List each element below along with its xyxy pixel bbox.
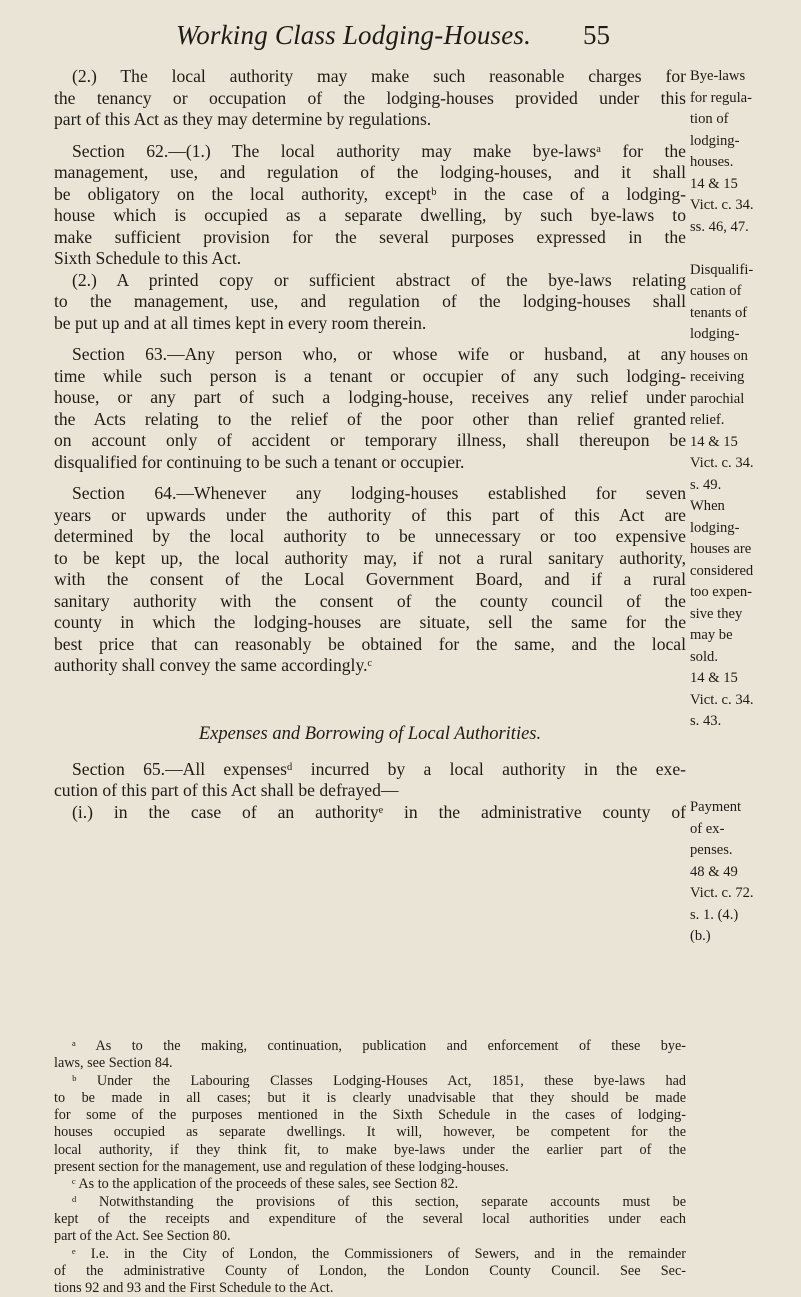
marginal-notes — [690, 66, 798, 948]
text-line: with the consent of the Local Government Board, and if a rural — [54, 569, 686, 589]
page-number: 55 — [583, 20, 610, 50]
marginal-note: Vict. c. 34. — [690, 197, 754, 213]
marginal-note: tenants of — [690, 304, 748, 321]
footnote-line: ᵃ As to the making, continuation, publication and enforcement of these bye- — [72, 1038, 686, 1054]
marginal-note: tion of — [690, 111, 729, 127]
marginal-note: for regula- — [690, 89, 752, 106]
text-line: part of this Act as they may determine by regulations. — [54, 109, 432, 129]
marginal-note: When — [690, 498, 725, 514]
text-line: Section 64.—Whenever any lodging-houses established for seven — [72, 483, 686, 503]
marginal-note: houses. — [690, 154, 734, 170]
text-line: be put up and at all times kept in every room therein. — [54, 312, 427, 333]
marginal-note: too expen- — [690, 584, 753, 600]
marginal-note: Bye-laws — [690, 68, 746, 84]
footnotes — [54, 1038, 686, 1297]
text-line: cution of this part of this Act shall be defrayed— — [54, 780, 399, 800]
text-line: be obligatory on the local authority, exceptᵇ in the case of a lodging- — [54, 183, 686, 204]
text-line: county in which the lodging-houses are situate, sell the same for the — [54, 612, 686, 632]
text-line: best price that can reasonably be obtained for the same, and the local — [54, 633, 686, 654]
text-line: Section 65.—All expensesᵈ incurred by a local authority in the exe- — [72, 758, 686, 779]
marginal-note: Payment — [690, 799, 742, 815]
page-header — [0, 18, 801, 58]
section-heading: Expenses and Borrowing of Local Authorities. — [198, 723, 542, 744]
text-line: sanitary authority with the consent of the county council of the — [54, 590, 686, 611]
marginal-note: considered — [690, 562, 754, 579]
marginal-note: lodging- — [690, 519, 740, 536]
marginal-note: 14 & 15 — [690, 670, 738, 686]
marginal-note: s. 49. — [690, 476, 722, 493]
marginal-note: lodging- — [690, 326, 740, 342]
footnote-line: tions 92 and 93 and the First Schedule to the Act. — [54, 1280, 334, 1297]
marginal-note: Vict. c. 72. — [690, 885, 754, 901]
text-line: the tenancy or occupation of the lodging-houses provided under this — [54, 87, 686, 108]
text-line: (2.) A printed copy or sufficient abstract of the bye-laws relating — [72, 269, 686, 290]
footnote-line: of the administrative County of London, the London County Council. See Sec- — [54, 1262, 686, 1279]
marginal-note — [690, 776, 798, 798]
text-line: to be kept up, the local authority may, if not a rural sanitary authority, — [54, 547, 686, 568]
marginal-note: may be — [690, 627, 733, 643]
text-line: on account only of accident or temporary illness, shall thereupon be — [54, 430, 686, 450]
marginal-note: relief. — [690, 412, 725, 428]
running-title: Working Class Lodging-Houses. — [176, 20, 532, 50]
marginal-note: houses on — [690, 347, 748, 364]
marginal-note: ss. 46, 47. — [690, 218, 749, 235]
text-line: the Acts relating to the relief of the poor other than relief granted — [54, 408, 686, 429]
footnote-line: ᶜ As to the application of the proceeds of these sales, see Section 82. — [72, 1176, 459, 1193]
marginal-note: sive they — [690, 605, 743, 622]
marginal-note: penses. — [690, 842, 733, 858]
marginal-note: receiving — [690, 369, 745, 385]
text-line: (i.) in the case of an authorityᵉ in the administrative county of — [72, 801, 686, 822]
marginal-note: cation of — [690, 283, 742, 299]
text-line: make sufficient provision for the several purposes expressed in the — [54, 226, 686, 247]
text-line: Section 62.—(1.) The local authority may make bye-lawsᵃ for the — [72, 140, 686, 161]
text-line: determined by the local authority to be unnecessary or too expensive — [54, 526, 686, 546]
text-line: management, use, and regulation of the lodging-houses, and it shall — [54, 162, 686, 182]
marginal-note: 14 & 15 — [690, 433, 738, 450]
marginal-note: s. 1. (4.) — [690, 906, 739, 923]
footnote-line: present section for the management, use and regulation of these lodging-houses. — [54, 1159, 509, 1176]
marginal-note: (b.) — [690, 928, 711, 944]
text-line: (2.) The local authority may make such reasonable charges for — [72, 66, 686, 86]
marginal-note: houses are — [690, 541, 752, 557]
text-line: time while such person is a tenant or occupier of any such lodging- — [54, 365, 686, 386]
text-line: disqualified for continuing to be such a tenant or occupier. — [54, 451, 465, 472]
footnote-line: local authority, if they think fit, to make bye-laws under the earlier part of the — [54, 1141, 686, 1158]
text-line: years or upwards under the authority of this part of this Act are — [54, 504, 686, 525]
marginal-note: Vict. c. 34. — [690, 455, 754, 471]
text-line: Section 63.—Any person who, or whose wife or husband, at any — [72, 344, 686, 364]
text-line: house, or any part of such a lodging-house, receives any relief under — [54, 387, 686, 407]
footnote-line: to be made in all cases; but it is clearly unadvisable that they should be made — [54, 1089, 686, 1106]
footnote-line: ᵈ Notwithstanding the provisions of this section, separate accounts must be — [72, 1193, 686, 1210]
footnote-line: houses occupied as separate dwellings. It will, however, be competent for the — [54, 1124, 686, 1141]
marginal-note: parochial — [690, 390, 745, 407]
marginal-note: lodging- — [690, 132, 740, 149]
footnote-line: part of the Act. See Section 80. — [54, 1228, 231, 1245]
text-line: authority shall convey the same accordingly.ᶜ — [54, 655, 372, 675]
marginal-note: of ex- — [690, 820, 725, 837]
footnote-line: kept of the receipts and expenditure of the several local authorities under each — [54, 1210, 686, 1227]
marginal-note — [690, 238, 798, 260]
footnote-line: laws, see Section 84. — [54, 1055, 173, 1072]
footnote-line: ᵉ I.e. in the City of London, the Commissioners of Sewers, and in the remainder — [72, 1245, 686, 1262]
marginal-note: Vict. c. 34. — [690, 691, 754, 708]
marginal-note: s. 43. — [690, 713, 722, 729]
marginal-note: sold. — [690, 648, 718, 665]
footnote-line: ᵇ Under the Labouring Classes Lodging-Houses Act, 1851, these bye-laws had — [72, 1072, 686, 1089]
marginal-note — [690, 733, 798, 755]
footnote-line: for some of the purposes mentioned in the Sixth Schedule in the cases of lodging- — [54, 1107, 686, 1124]
text-line: house which is occupied as a separate dwelling, by such bye-laws to — [54, 205, 686, 225]
main-text — [54, 66, 686, 823]
marginal-note: 48 & 49 — [690, 863, 738, 880]
marginal-note — [690, 754, 798, 776]
marginal-note: Disqualifi- — [690, 261, 754, 278]
text-line: Sixth Schedule to this Act. — [54, 248, 242, 268]
marginal-note: 14 & 15 — [690, 175, 738, 192]
text-line: to the management, use, and regulation of the lodging-houses shall — [54, 291, 686, 311]
